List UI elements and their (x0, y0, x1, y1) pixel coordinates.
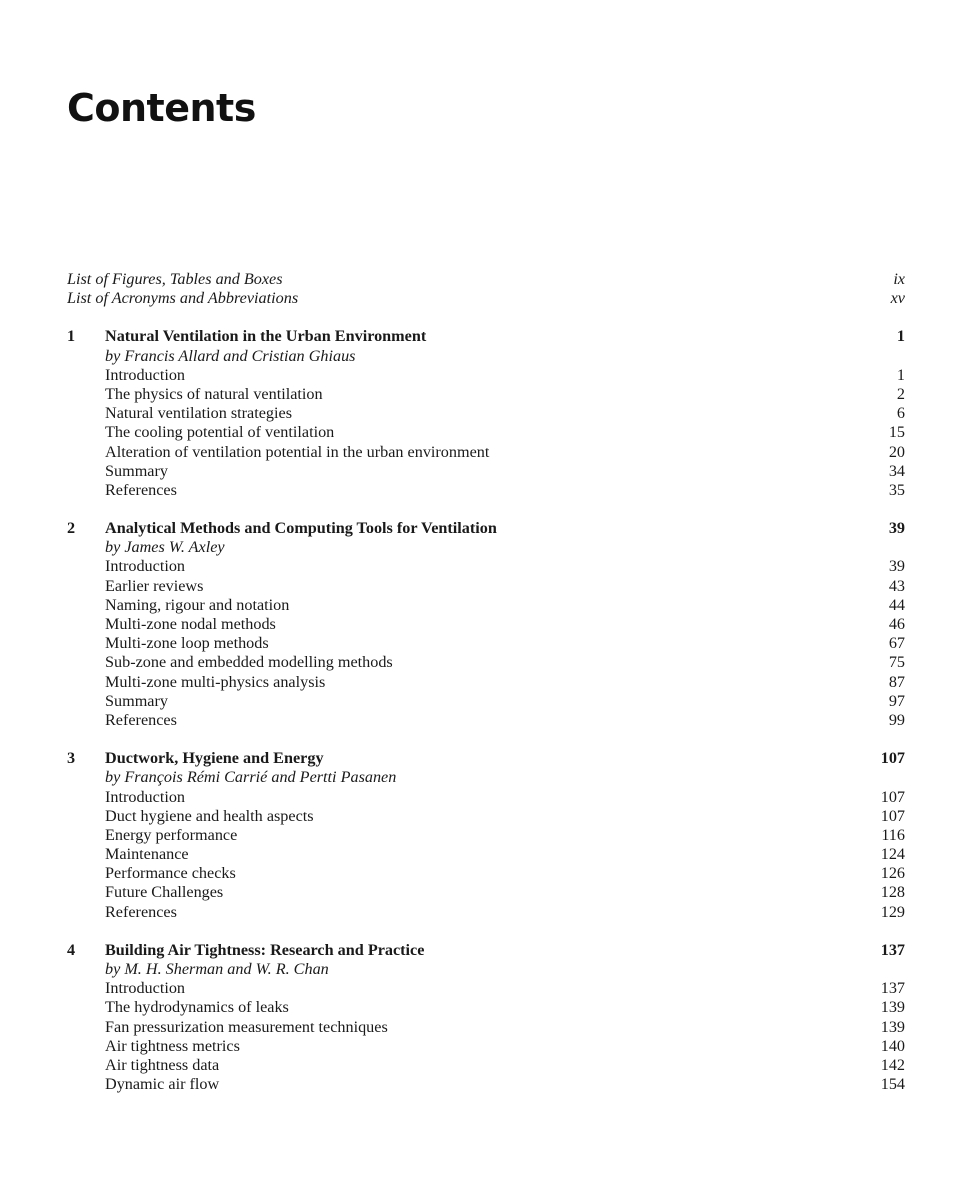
section-entry[interactable] (67, 615, 905, 634)
chapter-title: Natural Ventilation in the Urban Environment (105, 327, 427, 346)
section-page-number: 67 (888, 634, 905, 653)
chapter-byline-row (67, 768, 905, 787)
section-page-number: 46 (888, 615, 905, 633)
chapter-byline: by James W. Axley (105, 538, 225, 557)
section-label: Introduction (105, 787, 186, 806)
section-entry[interactable] (67, 443, 905, 462)
section-page-number: 142 (880, 1055, 905, 1074)
section-label: Introduction (105, 365, 186, 384)
chapter-title: Building Air Tightness: Research and Practice (105, 940, 425, 959)
section-label: Summary (105, 461, 168, 480)
section-entry[interactable] (67, 462, 905, 481)
section-entry[interactable] (67, 385, 905, 404)
section-page-number: 116 (881, 825, 905, 844)
chapter-title: Ductwork, Hygiene and Energy (105, 749, 324, 768)
section-page-number: 6 (896, 404, 905, 423)
section-page-number: 128 (880, 883, 905, 902)
section-entry[interactable] (67, 711, 905, 730)
section-entry[interactable] (67, 998, 905, 1017)
section-page-number: 107 (880, 787, 905, 806)
section-label: Performance checks (105, 864, 236, 883)
front-matter-entry[interactable] (67, 289, 905, 308)
section-entry[interactable] (67, 366, 905, 385)
chapter-title-row[interactable] (67, 327, 905, 346)
chapter-byline-row (67, 347, 905, 366)
section-entry[interactable] (67, 577, 905, 596)
section-label: Introduction (105, 557, 186, 576)
chapter-byline-row (67, 538, 905, 557)
chapter-title-row[interactable] (67, 941, 905, 960)
section-page-number: 35 (888, 480, 905, 499)
chapter-byline: by Francis Allard and Cristian Ghiaus (105, 346, 356, 365)
section-label: The hydrodynamics of leaks (105, 998, 289, 1017)
page-title: Contents (67, 86, 256, 130)
section-label: References (105, 710, 177, 729)
section-label: Natural ventilation strategies (105, 404, 292, 423)
section-page-number: 107 (880, 806, 905, 825)
section-label: Future Challenges (105, 883, 224, 902)
section-label: Summary (105, 691, 168, 710)
section-page-number: 140 (880, 1036, 905, 1055)
chapter-number: 3 (67, 749, 76, 768)
entry-label: List of Acronyms and Abbreviations (67, 289, 299, 308)
section-entry[interactable] (67, 596, 905, 615)
chapter-block-2 (67, 519, 905, 730)
section-label: Earlier reviews (105, 576, 204, 595)
section-label: Duct hygiene and health aspects (105, 806, 314, 825)
section-page-number: 34 (888, 461, 905, 480)
section-page-number: 15 (888, 423, 905, 442)
chapter-title-row[interactable] (67, 749, 905, 768)
section-entry[interactable] (67, 807, 905, 826)
section-label: Maintenance (105, 845, 189, 864)
section-label: Sub-zone and embedded modelling methods (105, 653, 393, 672)
entry-page-number: xv (890, 289, 905, 308)
entry-page-number: ix (893, 270, 905, 288)
section-page-number: 139 (880, 1017, 905, 1036)
section-label: Multi-zone multi-physics analysis (105, 672, 326, 691)
section-entry[interactable] (67, 653, 905, 672)
section-label: Air tightness metrics (105, 1036, 240, 1055)
section-entry[interactable] (67, 557, 905, 576)
section-entry[interactable] (67, 845, 905, 864)
chapter-number: 4 (67, 940, 76, 959)
section-label: Naming, rigour and notation (105, 595, 290, 614)
front-matter-entry[interactable] (67, 270, 905, 289)
section-entry[interactable] (67, 903, 905, 922)
section-page-number: 87 (888, 672, 905, 691)
section-label: Energy performance (105, 825, 238, 844)
chapter-page-number: 107 (880, 749, 905, 768)
section-page-number: 126 (880, 864, 905, 883)
section-entry[interactable] (67, 404, 905, 423)
section-page-number: 44 (888, 595, 905, 614)
table-of-contents (67, 270, 905, 1094)
section-entry[interactable] (67, 692, 905, 711)
section-entry[interactable] (67, 634, 905, 653)
section-entry[interactable] (67, 1075, 905, 1094)
section-page-number: 137 (880, 979, 905, 998)
section-label: Dynamic air flow (105, 1075, 220, 1094)
chapter-title-row[interactable] (67, 519, 905, 538)
chapter-block-1 (67, 327, 905, 500)
section-entry[interactable] (67, 788, 905, 807)
chapter-page-number: 1 (896, 327, 905, 346)
section-label: Multi-zone nodal methods (105, 615, 276, 633)
section-label: References (105, 480, 177, 499)
section-label: Multi-zone loop methods (105, 634, 269, 653)
section-label: Air tightness data (105, 1055, 220, 1074)
section-entry[interactable] (67, 481, 905, 500)
chapter-block-4 (67, 941, 905, 1095)
section-label: The physics of natural ventilation (105, 384, 323, 403)
section-entry[interactable] (67, 826, 905, 845)
section-page-number: 124 (880, 845, 905, 864)
entry-label: List of Figures, Tables and Boxes (67, 270, 283, 288)
section-entry[interactable] (67, 979, 905, 998)
section-entry[interactable] (67, 864, 905, 883)
section-label: Introduction (105, 979, 186, 998)
section-page-number: 43 (888, 576, 905, 595)
chapter-title: Analytical Methods and Computing Tools for Ventilation (105, 519, 497, 538)
section-page-number: 2 (896, 384, 905, 403)
section-page-number: 39 (888, 557, 905, 576)
chapter-block-3 (67, 749, 905, 922)
section-page-number: 99 (888, 710, 905, 729)
chapter-page-number: 137 (880, 940, 905, 959)
chapter-byline: by M. H. Sherman and W. R. Chan (105, 960, 329, 978)
section-entry[interactable] (67, 1037, 905, 1056)
section-entry[interactable] (67, 883, 905, 902)
section-page-number: 139 (880, 998, 905, 1017)
chapter-byline-row (67, 960, 905, 979)
chapter-number: 1 (67, 327, 76, 346)
section-entry[interactable] (67, 1018, 905, 1037)
section-entry[interactable] (67, 1056, 905, 1075)
section-entry[interactable] (67, 673, 905, 692)
section-label: References (105, 902, 177, 921)
chapter-page-number: 39 (888, 519, 905, 538)
section-page-number: 75 (888, 653, 905, 672)
section-label: The cooling potential of ventilation (105, 423, 335, 442)
section-page-number: 97 (888, 691, 905, 710)
section-page-number: 20 (888, 442, 905, 461)
section-label: Fan pressurization measurement techniques (105, 1017, 388, 1036)
chapter-number: 2 (67, 519, 76, 538)
section-page-number: 129 (880, 902, 905, 921)
section-page-number: 154 (880, 1075, 905, 1094)
section-label: Alteration of ventilation potential in the urban environment (105, 442, 490, 461)
section-page-number: 1 (896, 365, 905, 384)
chapter-byline: by François Rémi Carrié and Pertti Pasanen (105, 768, 397, 787)
section-entry[interactable] (67, 423, 905, 442)
